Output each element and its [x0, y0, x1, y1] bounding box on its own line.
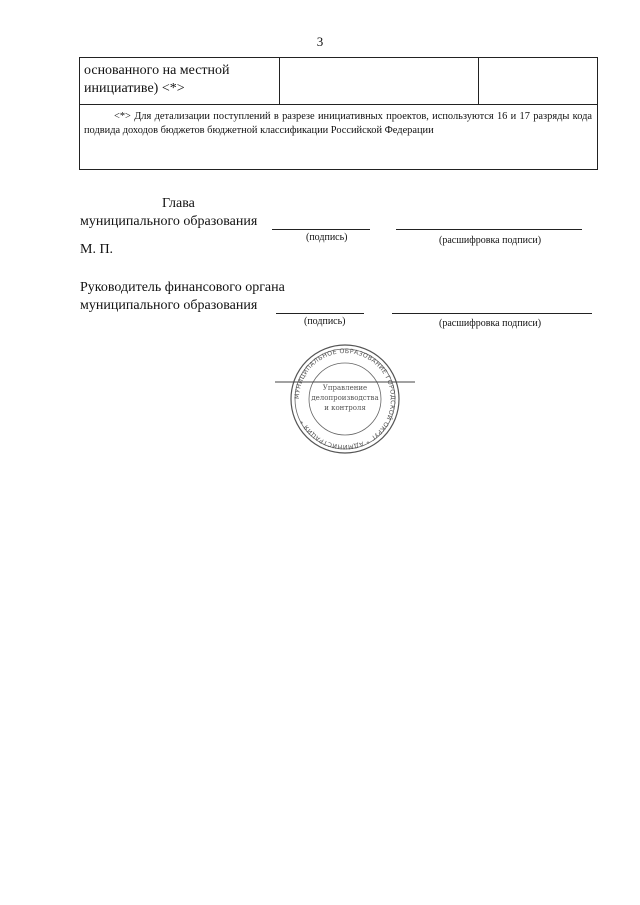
table-row-label: основанного на местной инициативе) <*> [84, 63, 230, 96]
table-column-divider [279, 58, 280, 104]
head-decode-line [396, 229, 582, 230]
seal-place-mark: М. П. [80, 242, 114, 257]
official-stamp [275, 344, 415, 454]
fin-decode-caption: (расшифровка подписи) [439, 318, 542, 329]
stamp-outer-text: МУНИЦИПАЛЬНОЕ ОБРАЗОВАНИЕ ГОРОДСКОЙ ОКРУГ * АДМИНИСТРАЦИЯ * [293, 347, 397, 451]
table-row-divider [80, 104, 597, 105]
head-decode-caption: (расшифровка подписи) [439, 235, 542, 246]
page-number: 3 [316, 34, 324, 49]
stamp-center-line: и контроля [324, 404, 366, 412]
table-column-divider [478, 58, 479, 104]
fin-title-org: муниципального образования [80, 298, 258, 313]
head-sign-caption: (подпись) [306, 232, 348, 243]
budget-table [79, 57, 598, 170]
head-title-org: муниципального образования [80, 214, 258, 229]
stamp-center-line: Управление [322, 384, 368, 392]
fin-decode-line [392, 313, 592, 314]
stamp-center-line: делопроизводства [311, 394, 379, 402]
head-signature-line [272, 229, 370, 230]
fin-signature-line [276, 313, 364, 314]
fin-title: Руководитель финансового органа [80, 280, 285, 295]
fin-sign-caption: (подпись) [304, 316, 346, 327]
table-footnote: <*> Для детализации поступлений в разрезе инициативных проектов, используются 16 и 17 разряды кода подвида доходов бюджетов бюджетной классификации Российской Федерации [84, 111, 592, 136]
head-title: Глава [162, 196, 195, 211]
